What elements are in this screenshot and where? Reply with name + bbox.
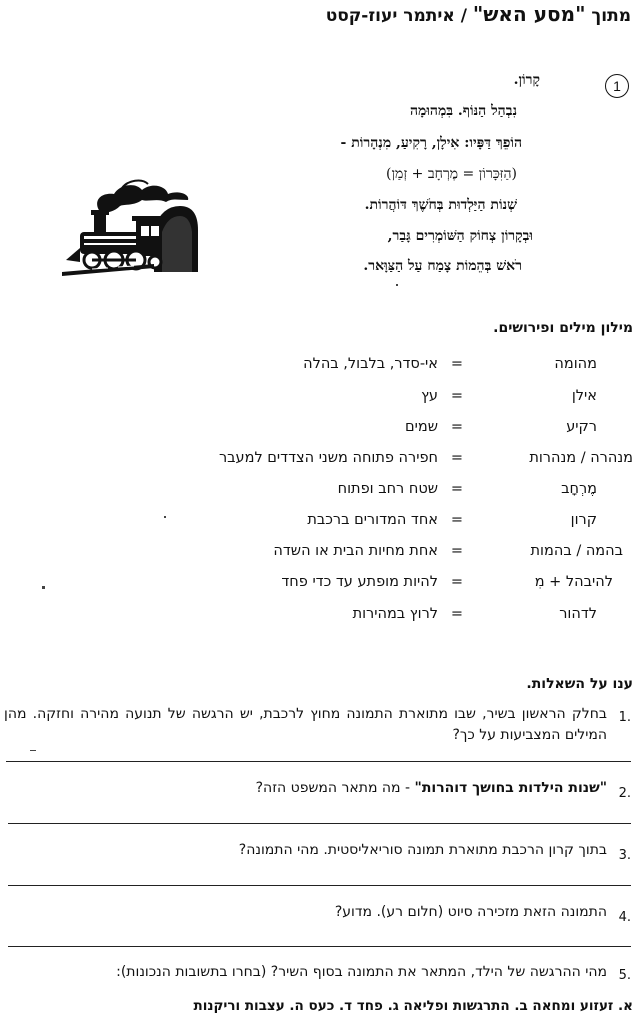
title-separator: / [460, 6, 467, 26]
equals-sign: = [450, 419, 463, 435]
dictionary-term: רקיע [566, 419, 597, 435]
equals-sign: = [450, 356, 463, 372]
dictionary-definition: להיות מופתע עד כדי פחד [281, 574, 438, 590]
dictionary-definition: שמים [405, 419, 438, 435]
dictionary-definition: אחד המדורים ברכבת [307, 512, 438, 528]
scan-speck [30, 750, 36, 751]
equals-sign: = [450, 574, 463, 590]
question-text: התמונה הזאת מזכירה סיוט (חלום רע). מדוע? [334, 904, 607, 920]
author-name: איתמר יעוז-קסט [325, 6, 455, 26]
dictionary-definition: לרוץ במהירות [352, 606, 438, 622]
question-number: .5 [618, 968, 631, 983]
dictionary-definition: אחת מחיות הבית או השדה [273, 543, 438, 559]
dictionary-definition: חפירה פתוחה משני הצדדים למעבר [218, 450, 438, 466]
dictionary-term: אילן [571, 388, 597, 404]
poem-line: רֹאשׁ בְּהֵמוֹת צָמַח עַל הַצַּוָּאר. [363, 258, 522, 274]
question-text [256, 778, 607, 799]
question-quote: "שנות הילדות בחושך דוהרות" [414, 780, 607, 796]
question-number: .4 [618, 910, 631, 925]
equals-sign: = [450, 450, 463, 466]
question-text-rest: - מה מתאר המשפט הזה? [255, 780, 415, 796]
answer-line[interactable] [8, 946, 631, 947]
question-number: .1 [618, 710, 631, 725]
answer-line[interactable] [8, 885, 631, 886]
book-title: "מסע האש" [472, 2, 586, 26]
answer-options: א. זעזוע ומחאה ב. התרגשות ופליאה ג. פחד ד. כעס ה. עצבות וריקנות [193, 998, 633, 1014]
dictionary-heading: מילון מילים ופירושים. [493, 320, 633, 336]
equals-sign: = [450, 481, 463, 497]
question-number: .2 [618, 786, 631, 801]
equals-sign: = [450, 512, 463, 528]
dictionary-term: מהומה [554, 356, 597, 372]
dictionary-term: בהמה / בהמות [530, 543, 623, 559]
dictionary-definition: אי-סדר, בלבול, בהלה [303, 356, 438, 372]
poem-line: נִבְהַל הַנּוֹף. בִּמְהוּמָה [410, 103, 517, 119]
dictionary-term: להיבהל + מִ [534, 574, 613, 590]
dictionary-term: קרון [570, 512, 597, 528]
poem-line: הוֹפֵךְ דַּפָּיו: אִילָן, רָקִיעַ, מִנְהָרוֹת - [340, 135, 522, 151]
answer-line[interactable] [6, 761, 631, 762]
question-number: .3 [618, 848, 631, 863]
poem-line: קָרוֹן. [513, 72, 540, 88]
poem-line: (הַזִּכָּרוֹן = מֶרְחָב + זְמַן) [386, 166, 517, 182]
dictionary-term: לדהור [559, 606, 597, 622]
poem-line: וּבְקָרוֹן צְחוֹק הַשּׁוֹמְרִים גָּבַר, [387, 228, 533, 244]
question-text: בחלק הראשון בשיר, שבו מתוארת התמונה מחוץ לרכבת, יש הרגשה של תנועה מהירה וחזקה. מהן המילים המצביעות על כך? [4, 706, 607, 743]
scan-speck [164, 516, 166, 518]
scan-speck [396, 284, 398, 286]
scan-speck [42, 586, 45, 589]
question-text: בתוך קרון הרכבת מתוארת תמונה סוריאליסטית. מהי התמונה? [238, 842, 607, 858]
equals-sign: = [450, 543, 463, 559]
dictionary-term: מֶרְחָב [561, 481, 597, 497]
answer-line[interactable] [8, 823, 631, 824]
dictionary-definition: עץ [421, 388, 438, 404]
title-prefix: מתוך [591, 6, 631, 26]
questions-heading: ענו על השאלות. [526, 676, 633, 692]
dictionary-definition: שטח רחב ופתוח [337, 481, 438, 497]
dictionary-term: מנהרה / מנהרות [529, 450, 633, 466]
steam-train-icon [62, 176, 200, 276]
page-title [326, 2, 631, 26]
poem-line: שְׁנוֹת הַיַּלְדוּת בְּחֹשֶׁךְ דּוֹהֲרוֹת. [364, 197, 517, 213]
equals-sign: = [450, 388, 463, 404]
question-text: מהי ההרגשה של הילד, המתאר את התמונה בסוף השיר? (בחרו בתשובות הנכונות): [116, 964, 607, 980]
equals-sign: = [450, 606, 463, 622]
section-number-badge: 1 [605, 74, 629, 98]
